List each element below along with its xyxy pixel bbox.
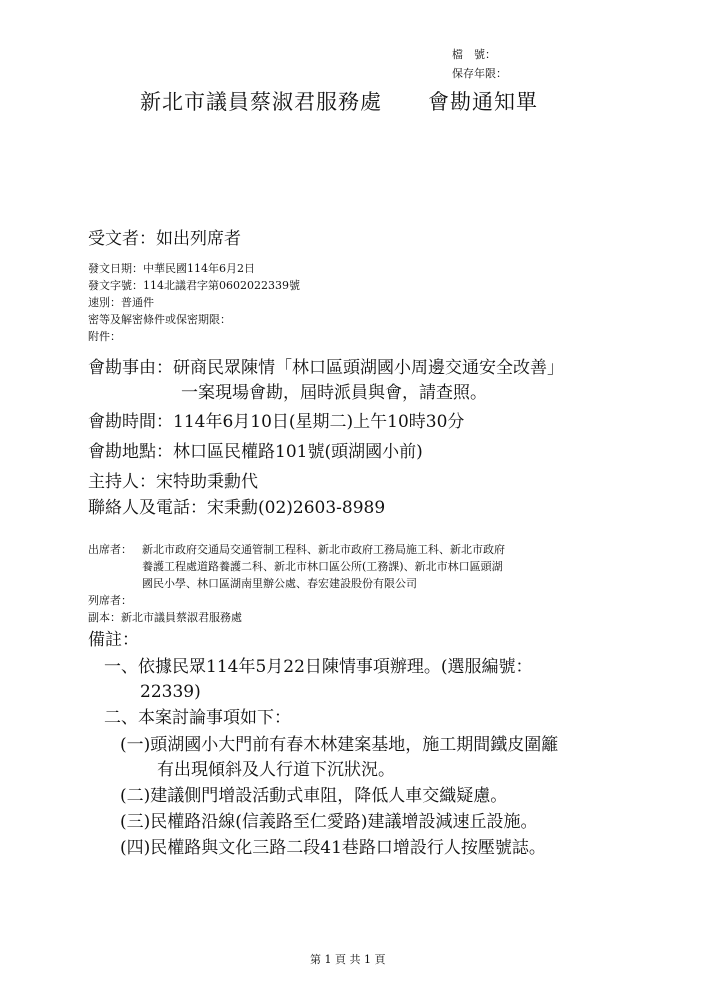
remark-item-1-line2: 22339)	[140, 682, 201, 702]
remark-subitem-1-line1: (一)頭湖國小大門前有春木林建案基地，施工期間鐵皮圍籬	[120, 735, 559, 755]
document-type-title: 會勘通知單	[428, 90, 538, 114]
inspection-matter-line2: 一案現場會勘，屆時派員與會，請查照。	[181, 383, 487, 403]
retention-period-label: 保存年限：	[452, 67, 507, 80]
remark-subitem-4: (四)民權路與文化三路二段41巷路口增設行人按壓號誌。	[120, 838, 546, 858]
office-title: 新北市議員蔡淑君服務處	[140, 90, 382, 114]
attendees-line3: 國民小學、林口區湖南里辦公處、春宏建設股份有限公司	[142, 577, 417, 590]
file-number-label: 檔 號：	[452, 48, 496, 61]
attendees-line2: 養護工程處道路養護二科、新北市林口區公所(工務課)、新北市林口區頭湖	[142, 560, 503, 573]
contact-line: 聯絡人及電話：宋秉勳(02)2603-8989	[88, 498, 386, 518]
remark-subitem-2: (二)建議側門增設活動式車阻，降低人車交織疑慮。	[120, 786, 508, 806]
security-level: 密等及解密條件或保密期限：	[88, 313, 231, 326]
inspection-matter-line1: 會勘事由：研商民眾陳情「林口區頭湖國小周邊交通安全改善」	[88, 358, 564, 378]
inspection-location: 會勘地點：林口區民權路101號(頭湖國小前)	[88, 442, 423, 462]
remark-item-1-line1: 一、依據民眾114年5月22日陳情事項辦理。(選服編號：	[104, 657, 533, 677]
copy-line: 副本：新北市議員蔡淑君服務處	[88, 611, 242, 624]
remark-item-2: 二、本案討論事項如下：	[104, 708, 291, 728]
host-line: 主持人：宋特助秉勳代	[88, 472, 258, 492]
inspection-time: 會勘時間：114年6月10日(星期二)上午10時30分	[88, 412, 465, 432]
remark-subitem-1-line2: 有出現傾斜及人行道下沉狀況。	[157, 760, 395, 780]
observers-line: 列席者：	[88, 594, 132, 607]
remark-subitem-3: (三)民權路沿線(信義路至仁愛路)建議增設減速丘設施。	[120, 812, 538, 832]
attachment-line: 附件：	[88, 330, 121, 343]
attendees-line1: 新北市政府交通局交通管制工程科、新北市政府工務局施工科、新北市政府	[142, 543, 505, 556]
issue-date: 發文日期：中華民國114年6月2日	[88, 262, 255, 275]
document-number: 發文字號：114北議君字第0602022339號	[88, 279, 300, 292]
delivery-speed: 速別：普通件	[88, 296, 154, 309]
page-footer: 第 1 頁 共 1 頁	[310, 953, 386, 966]
recipient-line: 受文者：如出列席者	[88, 229, 241, 249]
attendees-label: 出席者：	[88, 543, 132, 556]
remarks-heading: 備註：	[88, 630, 139, 650]
